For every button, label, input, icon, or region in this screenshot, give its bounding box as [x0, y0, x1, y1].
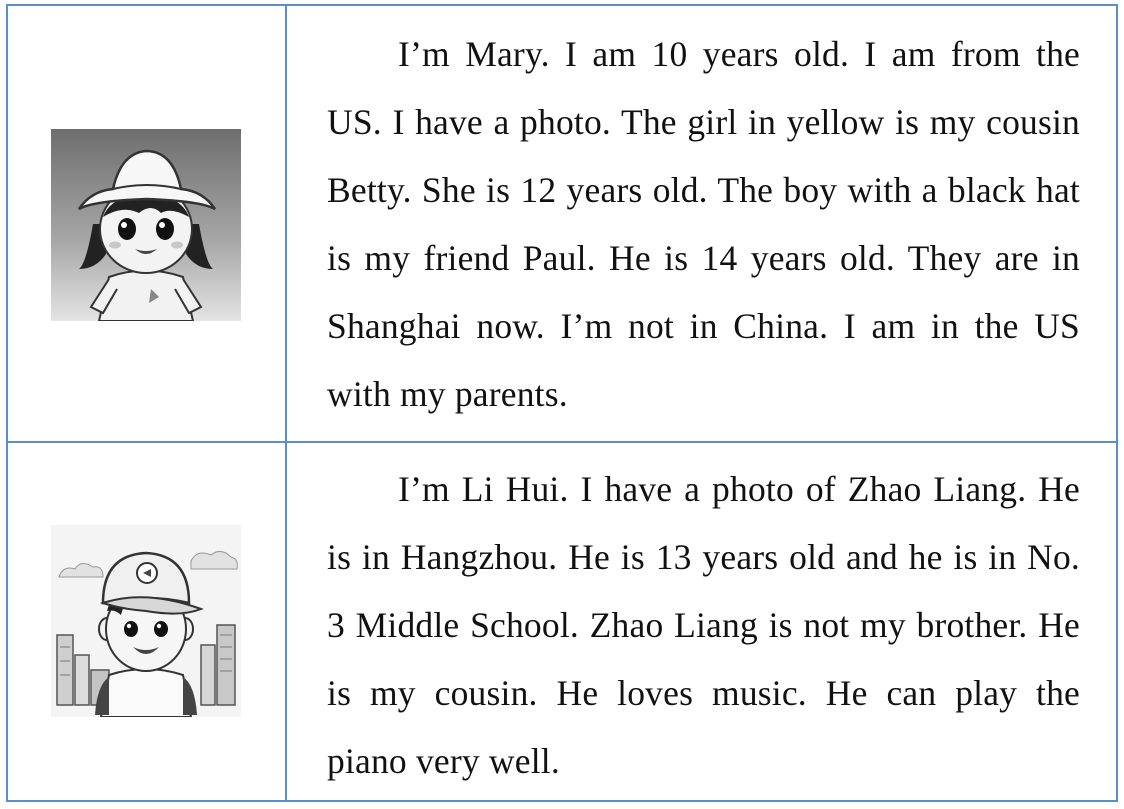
boy-in-cap-portrait-icon	[51, 525, 241, 717]
girl-in-hat-portrait-icon	[51, 129, 241, 321]
portrait-cell	[8, 443, 287, 800]
passage-table	[6, 4, 1118, 802]
passage-cell	[287, 6, 1116, 441]
table-row-mary	[8, 6, 1116, 443]
portrait-cell	[8, 6, 287, 441]
table-row-li-hui	[8, 443, 1116, 800]
passage-mary: I’m Mary. I am 10 years old. I am from the US. I have a photo. The girl in yellow is my cousin Betty. She is 12 years old. The boy with a black hat is my friend Paul. He is 14 years old. They are in Shanghai now. I’m not in China. I am in the US with my parents.	[327, 34, 1080, 414]
passage-cell	[287, 443, 1116, 800]
passage-li-hui: I’m Li Hui. I have a photo of Zhao Liang. He is in Hangzhou. He is 13 years old and he is in No. 3 Middle School. Zhao Liang is not my brother. He is my cousin. He loves music. He can play the piano very well.	[327, 469, 1080, 781]
